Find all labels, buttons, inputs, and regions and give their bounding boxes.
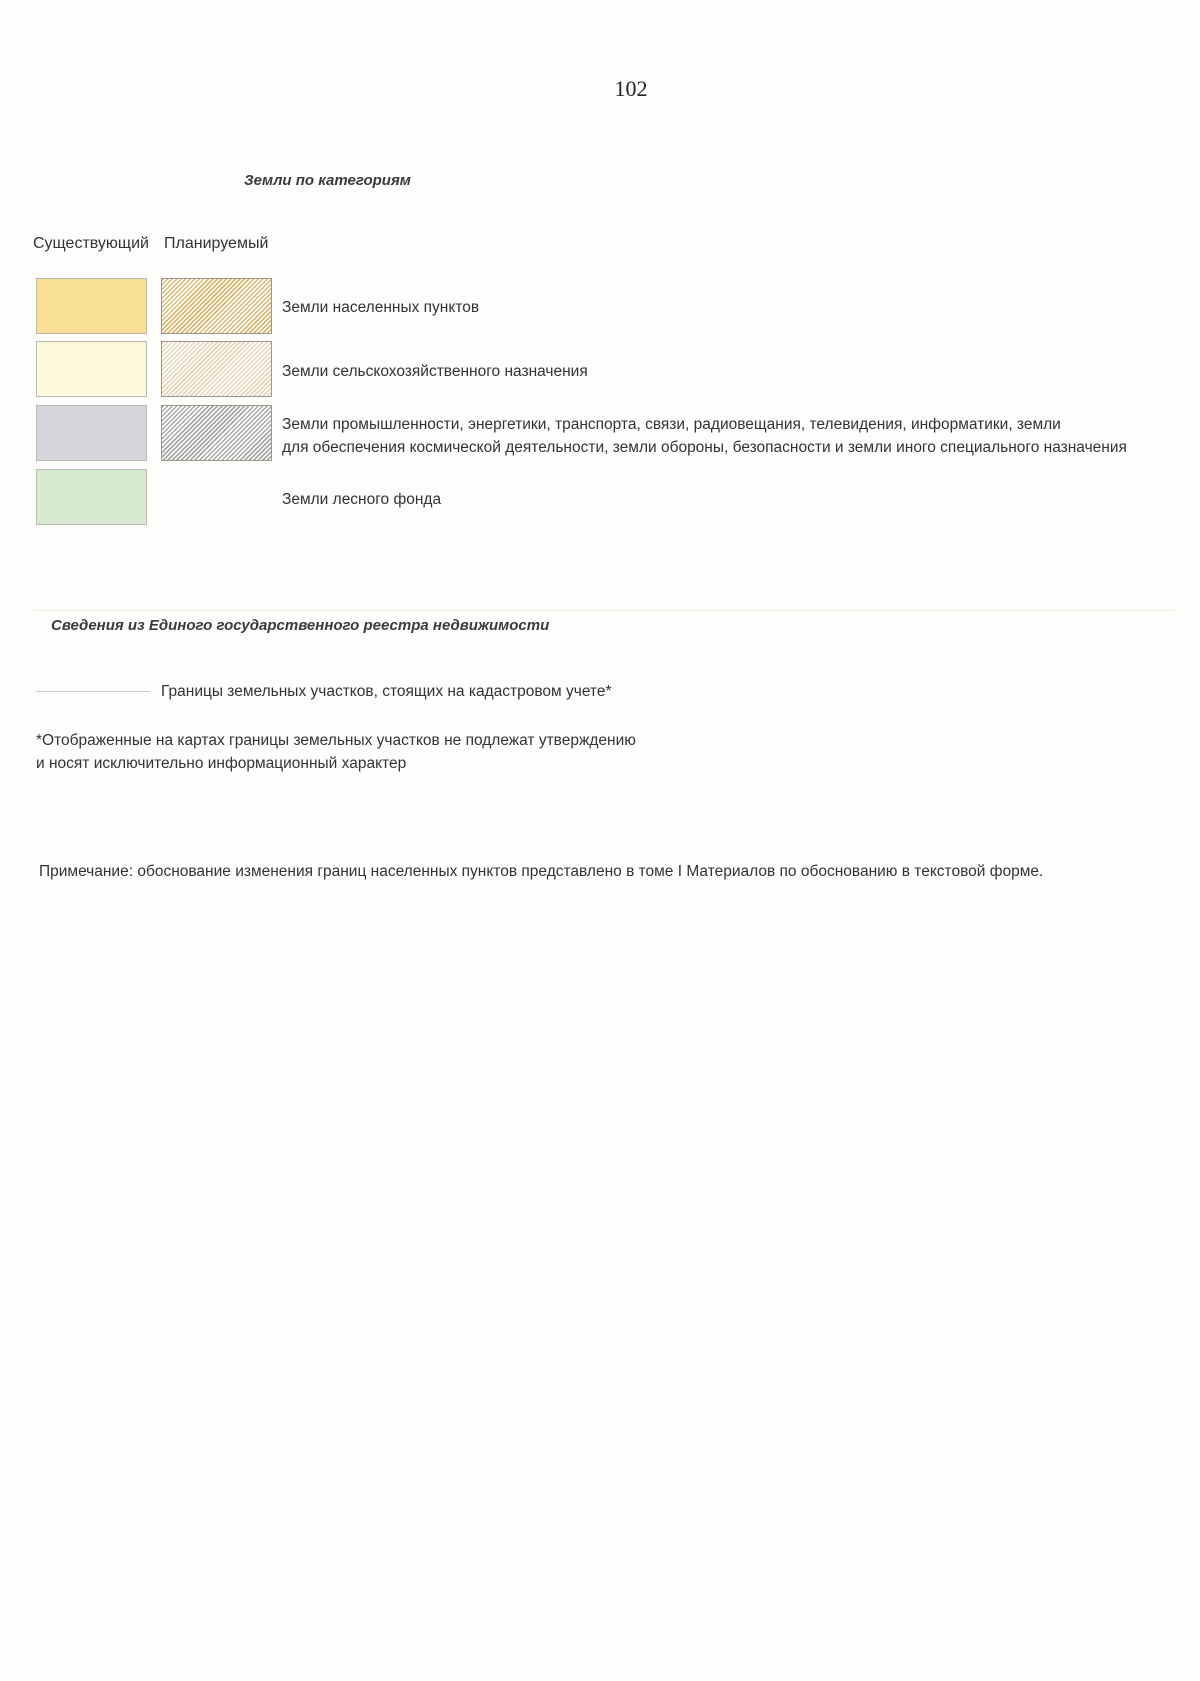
- cadastral-boundary-line-symbol: [36, 691, 150, 692]
- legend-label-industry-line2: для обеспечения космической деятельности, земли обороны, безопасности и земли иного специального назначения: [282, 439, 1127, 456]
- swatch-existing-settlement: [36, 278, 147, 334]
- column-header-existing: Существующий: [33, 235, 149, 252]
- column-header-planned: Планируемый: [164, 235, 269, 252]
- swatch-planned-agricultural: [161, 341, 272, 397]
- land-categories-title: Земли по категориям: [244, 172, 411, 189]
- note-text: Примечание: обоснование изменения границ населенных пунктов представлено в томе I Материалов по обоснованию в текстовой форме.: [39, 863, 1044, 880]
- legend-label-agricultural: Земли сельскохозяйственного назначения: [282, 363, 588, 380]
- footnote-line-1: *Отображенные на картах границы земельных участков не подлежат утверждению: [36, 732, 636, 749]
- legend-label-settlement: Земли населенных пунктов: [282, 299, 480, 316]
- swatch-planned-settlement: [161, 278, 272, 334]
- swatch-existing-agricultural: [36, 341, 147, 397]
- section-divider: [34, 610, 1174, 611]
- page-number: 102: [614, 76, 648, 101]
- legend-label-forest: Земли лесного фонда: [282, 491, 442, 508]
- egrn-title: Сведения из Единого государственного реестра недвижимости: [51, 617, 550, 634]
- cadastral-boundary-label: Границы земельных участков, стоящих на кадастровом учете*: [161, 683, 612, 700]
- legend-label-industry-line1: Земли промышленности, энергетики, транспорта, связи, радиовещания, телевидения, информатики, земли: [282, 416, 1061, 433]
- footnote-line-2: и носят исключительно информационный характер: [36, 755, 407, 772]
- swatch-planned-industry: [161, 405, 272, 461]
- swatch-existing-industry: [36, 405, 147, 461]
- swatch-existing-forest: [36, 469, 147, 525]
